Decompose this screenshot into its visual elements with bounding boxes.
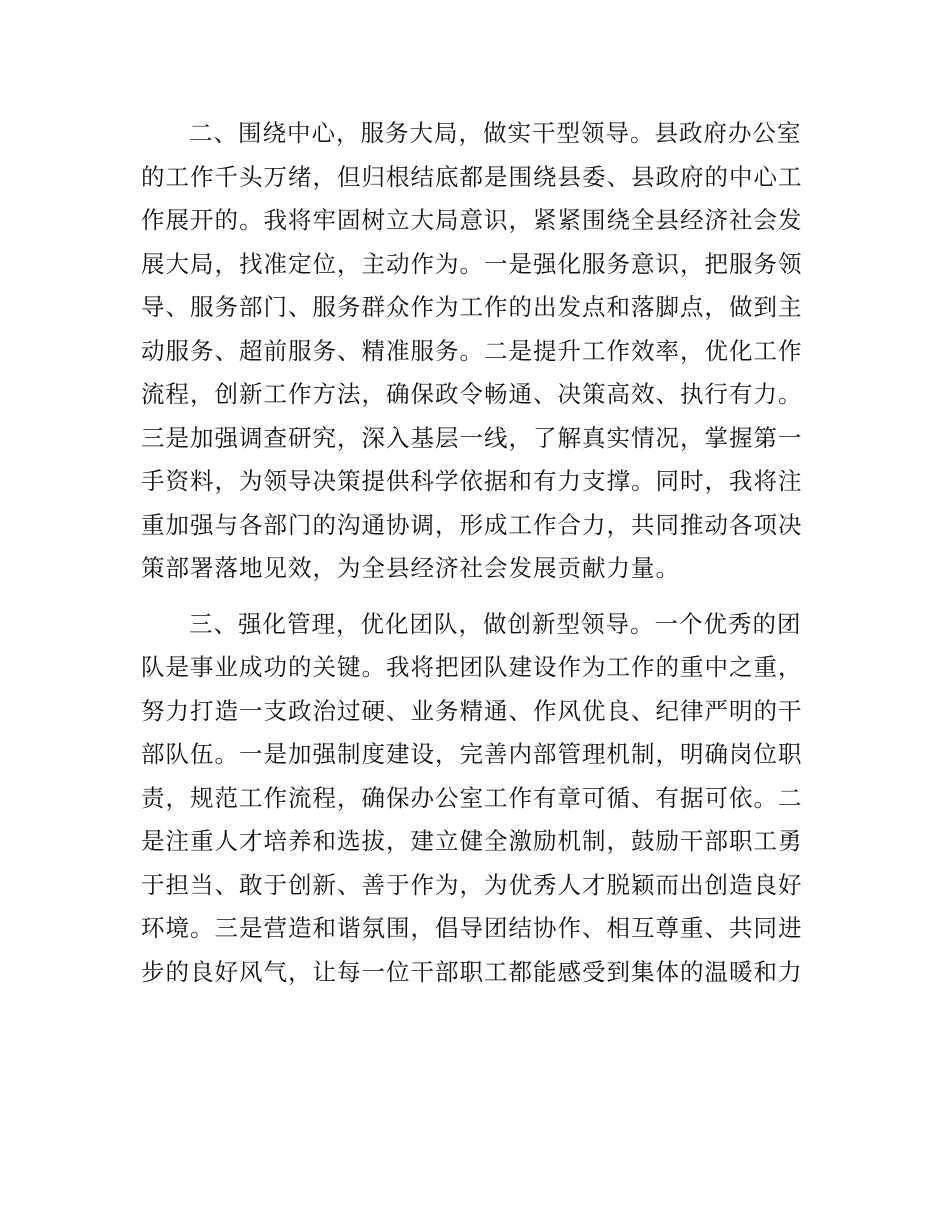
- text-line: 展大局，找准定位，主动作为。一是强化服务意识，把服务领: [141, 249, 803, 278]
- document-body: [141, 112, 811, 994]
- text-line: 努力打造一支政治过硬、业务精通、作风优良、纪律严明的干: [141, 696, 803, 725]
- text-line: 环境。三是营造和谐氛围，倡导团结协作、相互尊重、共同进: [141, 914, 803, 942]
- text-line: 三、强化管理，优化团队，做创新型领导。一个优秀的团: [189, 609, 802, 638]
- text-line: 于担当、敢于创新、善于作为，为优秀人才脱颖而出创造良好: [141, 870, 803, 899]
- text-line: 导、服务部门、服务群众作为工作的出发点和落脚点，做到主: [141, 293, 803, 321]
- text-line: 是注重人才培养和选拔，建立健全激励机制，鼓励干部职工勇: [141, 827, 803, 855]
- text-line: 责，规范工作流程，确保办公室工作有章可循、有据可依。二: [141, 783, 803, 812]
- text-line: 队是事业成功的关键。我将把团队建设作为工作的重中之重，: [141, 653, 803, 681]
- text-line: 手资料，为领导决策提供科学依据和有力支撑。同时，我将注: [141, 467, 803, 495]
- text-line: 策部署落地见效，为全县经济社会发展贡献力量。: [141, 554, 680, 582]
- text-line: 流程，创新工作方法，确保政令畅通、决策高效、执行有力。: [141, 380, 803, 408]
- text-line: 作展开的。我将牢固树立大局意识，紧紧围绕全县经济社会发: [141, 206, 803, 234]
- text-line: 三是加强调查研究，深入基层一线，了解真实情况，掌握第一: [141, 423, 803, 452]
- text-line: 的工作千头万绪，但归根结底都是围绕县委、县政府的中心工: [141, 162, 803, 191]
- text-line: 步的良好风气，让每一位干部职工都能感受到集体的温暖和力: [141, 957, 803, 986]
- text-line: 二、围绕中心，服务大局，做实干型领导。县政府办公室: [189, 119, 802, 147]
- paragraph-three: [141, 603, 811, 995]
- text-line: 重加强与各部门的沟通协调，形成工作合力，共同推动各项决: [141, 510, 803, 539]
- text-line: 部队伍。一是加强制度建设，完善内部管理机制，明确岗位职: [141, 740, 803, 768]
- paragraph-two: [141, 112, 811, 591]
- text-line: 动服务、超前服务、精准服务。二是提升工作效率，优化工作: [141, 336, 803, 365]
